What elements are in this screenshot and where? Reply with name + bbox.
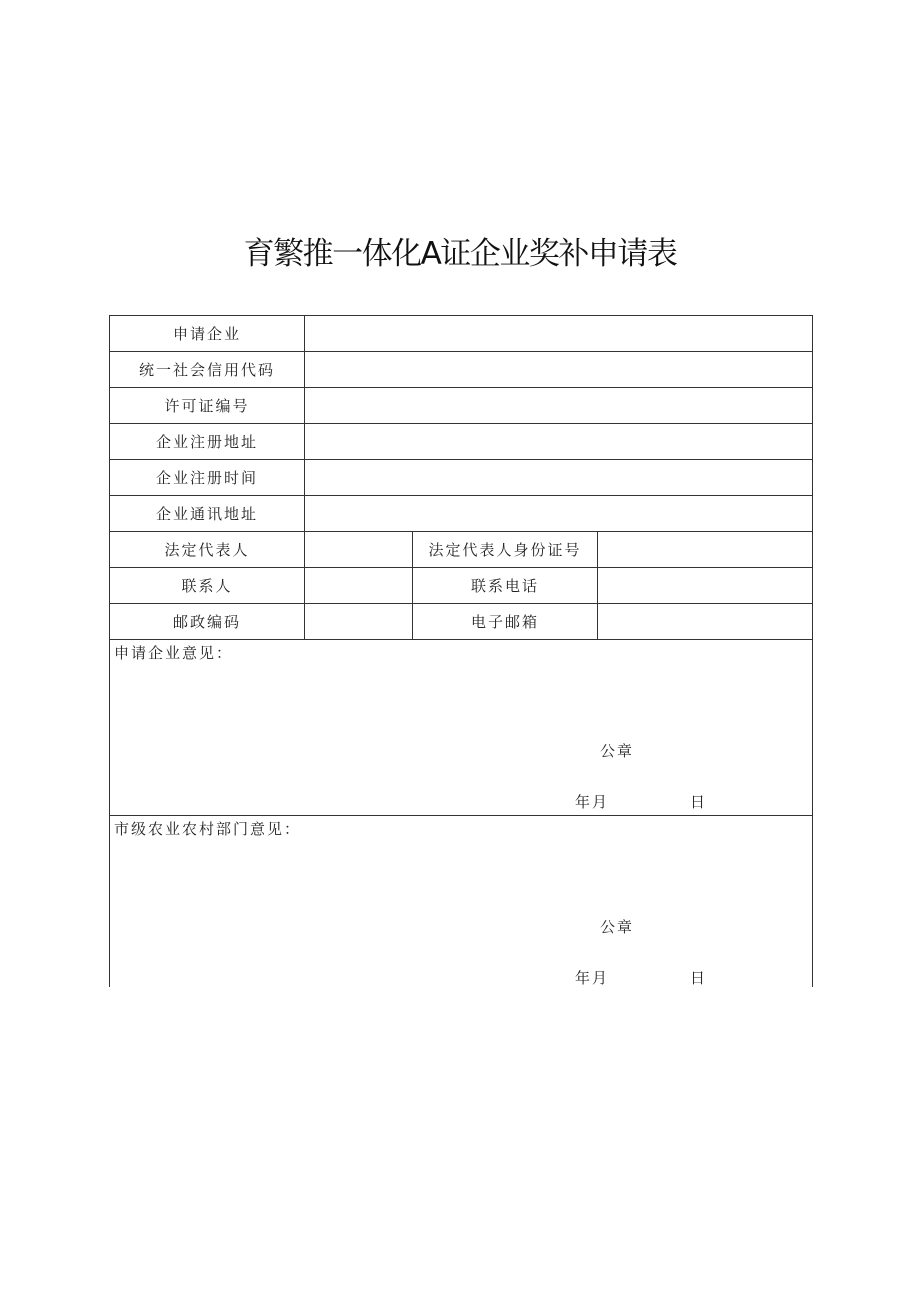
field-value-email[interactable] bbox=[598, 604, 810, 639]
official-seal-label: 公章 bbox=[600, 742, 635, 760]
field-label-registration-time: 企业注册时间 bbox=[110, 460, 305, 495]
field-label-email: 电子邮箱 bbox=[413, 604, 598, 639]
field-value-legal-rep-id[interactable] bbox=[598, 532, 810, 567]
official-seal-label: 公章 bbox=[600, 918, 635, 936]
municipal-opinion-section[interactable] bbox=[110, 816, 812, 991]
field-label-applicant: 申请企业 bbox=[110, 316, 305, 351]
field-value-applicant[interactable] bbox=[305, 316, 810, 351]
table-row bbox=[110, 604, 812, 640]
table-row bbox=[110, 460, 812, 496]
field-label-postal-code: 邮政编码 bbox=[110, 604, 305, 639]
application-form-table bbox=[109, 315, 813, 987]
field-value-registered-address[interactable] bbox=[305, 424, 810, 459]
municipal-opinion-label: 市级农业农村部门意见： bbox=[114, 820, 302, 838]
field-value-postal-code[interactable] bbox=[305, 604, 413, 639]
table-row bbox=[110, 496, 812, 532]
form-title: 育繁推一体化A证企业奖补申请表 bbox=[243, 236, 677, 272]
field-label-legal-rep: 法定代表人 bbox=[110, 532, 305, 567]
field-value-registration-time[interactable] bbox=[305, 460, 810, 495]
field-label-legal-rep-id: 法定代表人身份证号 bbox=[413, 532, 598, 567]
applicant-opinion-label: 申请企业意见： bbox=[114, 644, 234, 662]
table-row bbox=[110, 568, 812, 604]
field-value-credit-code[interactable] bbox=[305, 352, 810, 387]
field-value-phone[interactable] bbox=[598, 568, 810, 603]
field-value-legal-rep[interactable] bbox=[305, 532, 413, 567]
field-label-mailing-address: 企业通讯地址 bbox=[110, 496, 305, 531]
table-row bbox=[110, 424, 812, 460]
table-row bbox=[110, 532, 812, 568]
field-label-phone: 联系电话 bbox=[413, 568, 598, 603]
field-value-contact[interactable] bbox=[305, 568, 413, 603]
date-day-label: 日 bbox=[690, 969, 706, 987]
field-label-registered-address: 企业注册地址 bbox=[110, 424, 305, 459]
applicant-opinion-section[interactable] bbox=[110, 640, 812, 816]
date-year-month-label: 年月 bbox=[575, 969, 610, 987]
date-day-label: 日 bbox=[690, 793, 706, 811]
table-row bbox=[110, 352, 812, 388]
date-year-month-label: 年月 bbox=[575, 793, 610, 811]
field-label-credit-code: 统一社会信用代码 bbox=[110, 352, 305, 387]
field-value-license-number[interactable] bbox=[305, 388, 810, 423]
table-row bbox=[110, 388, 812, 424]
field-label-contact: 联系人 bbox=[110, 568, 305, 603]
field-value-mailing-address[interactable] bbox=[305, 496, 810, 531]
field-label-license-number: 许可证编号 bbox=[110, 388, 305, 423]
table-row bbox=[110, 316, 812, 352]
